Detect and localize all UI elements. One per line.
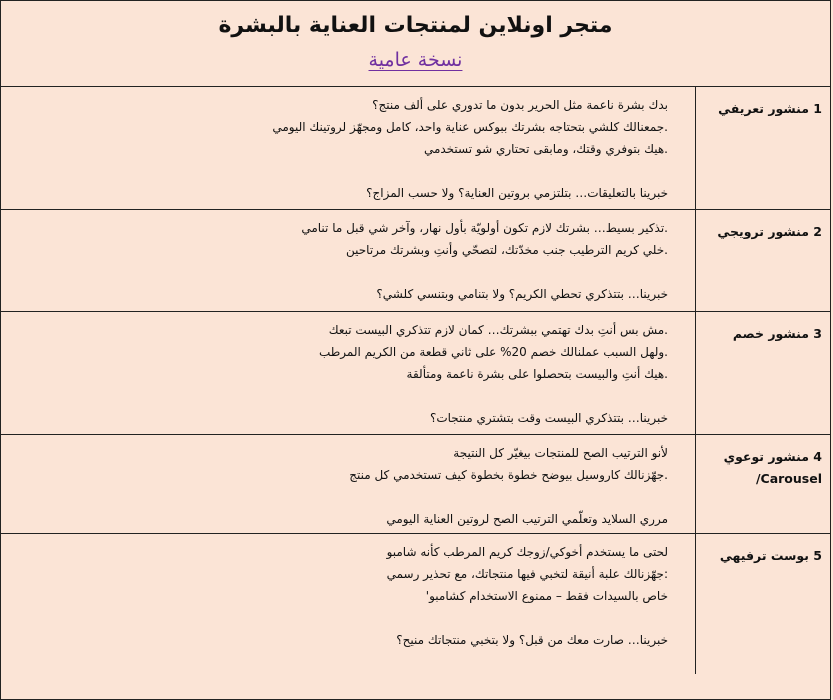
post-label: 1 منشور تعريفي bbox=[695, 87, 830, 209]
post-line: لأنو الترتيب الصح للمنتجات بيغيّر كل النتيجة bbox=[453, 446, 668, 460]
post-label: 2 منشور ترويجي bbox=[695, 210, 830, 311]
page-subtitle: نسخة عامية bbox=[368, 49, 463, 71]
page-title: متجر اونلاين لمنتجات العناية بالبشرة bbox=[218, 13, 613, 38]
post-line: خاص بالسيدات فقط – ممنوع الاستخدام كشامبو' bbox=[425, 589, 668, 603]
post-line: .جمعنالك كلشي بتحتاجه بشرتك ببوكس عناية واحد، كامل ومجهّز لروتينك اليومي bbox=[272, 120, 668, 134]
post-line: .ولهل السبب عملنالك خصم 20% على ثاني قطعة من الكريم المرطب bbox=[318, 345, 668, 359]
post-line bbox=[11, 486, 668, 508]
post-content bbox=[1, 87, 695, 209]
post-line bbox=[11, 385, 668, 407]
post-line: مرري السلايد وتعلّمي الترتيب الصح لروتين العناية اليومي bbox=[386, 512, 668, 526]
post-content bbox=[1, 312, 695, 434]
post-line: .خلي كريم الترطيب جنب مخدّتك، لتصحّي وأنتِ وبشرتك مرتاحين bbox=[345, 243, 668, 257]
posts-list bbox=[1, 87, 830, 674]
table-header bbox=[1, 1, 830, 87]
post-line: خبرينا… بتتذكري تحطي الكريم؟ ولا بتنامي وبتنسي كلشي؟ bbox=[376, 287, 668, 301]
post-label: 4 منشور توعوي Carousel/ bbox=[695, 435, 830, 533]
post-line: خبرينا… بتتذكري البيست وقت بتشتري منتجات؟ bbox=[429, 411, 668, 425]
post-line: خبرينا… صارت معك من قبل؟ ولا بتخبي منتجاتك منيح؟ bbox=[396, 633, 668, 647]
post-line: .هيك بتوفري وقتك، ومابقى تحتاري شو تستخدمي bbox=[423, 142, 668, 156]
post-content bbox=[1, 534, 695, 674]
post-line: لحتى ما يستخدم أخوكي/زوجك كريم المرطب كأنه شامبو bbox=[386, 545, 668, 559]
post-content bbox=[1, 210, 695, 311]
post-line: .مش بس أنتِ بدك تهتمي ببشرتك… كمان لازم تتذكري البيست تبعك bbox=[328, 323, 668, 337]
table-row bbox=[1, 435, 830, 534]
post-line: خبرينا بالتعليقات… بتلتزمي بروتين العناية؟ ولا حسب المزاج؟ bbox=[366, 186, 668, 200]
post-line bbox=[11, 261, 668, 283]
post-line bbox=[11, 607, 668, 629]
post-label: 3 منشور خصم bbox=[695, 312, 830, 434]
post-line: .تذكير بسيط… بشرتك لازم تكون أولويّة بأول نهار، وآخر شي قبل ما تنامي bbox=[301, 221, 668, 235]
post-line bbox=[11, 160, 668, 182]
post-line: .جهّزنالك كاروسيل بيوضح خطوة بخطوة كيف تستخدمي كل منتج bbox=[349, 468, 668, 482]
post-line: .هيك أنتِ والبيست بتحصلوا على بشرة ناعمة ومتألقة bbox=[406, 367, 668, 381]
table-row bbox=[1, 312, 830, 435]
post-content bbox=[1, 435, 695, 533]
post-line: :جهّزنالك علبة أنيقة لتخبي فيها منتجاتك، مع تحذير رسمي bbox=[386, 567, 668, 581]
table-row bbox=[1, 534, 830, 674]
post-line: بدك بشرة ناعمة مثل الحرير بدون ما تدوري على ألف منتج؟ bbox=[372, 98, 668, 112]
table-row bbox=[1, 87, 830, 210]
post-label: 5 بوست ترفيهي bbox=[695, 534, 830, 674]
table-row bbox=[1, 210, 830, 312]
